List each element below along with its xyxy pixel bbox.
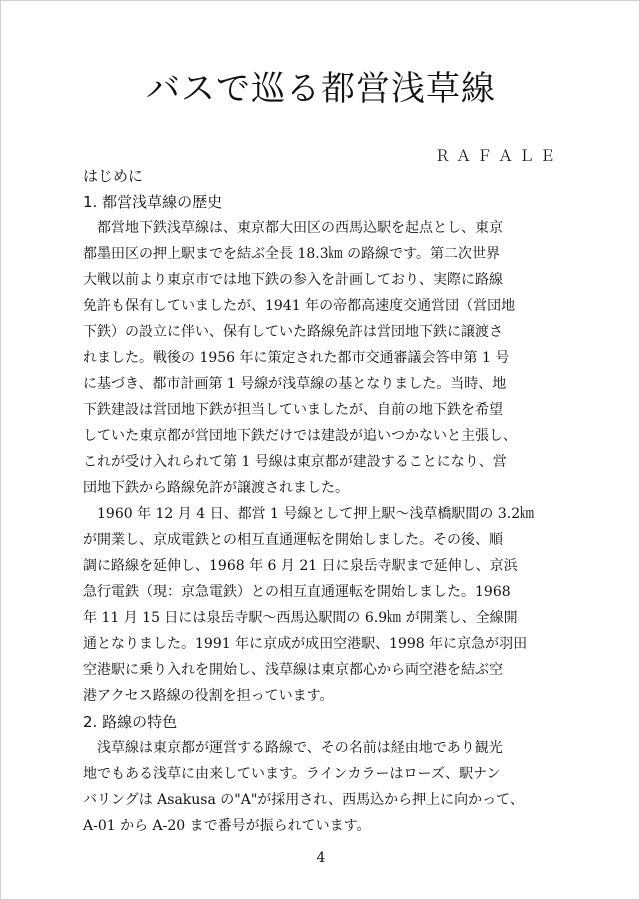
paragraph-line: 免許も保有していましたが、1941 年の帝都高速度交通営団（営団地: [83, 298, 516, 314]
paragraph-line: 下鉄建設は営団地下鉄が担当していましたが、自前の地下鉄を希望: [83, 402, 503, 418]
paragraph-line: 都墨田区の押上駅までを結ぶ全長 18.3㎞ の路線です。第二次世界: [83, 246, 500, 262]
paragraph-line: 調に路線を延伸し、1968 年 6 月 21 日に泉岳寺駅まで延伸し、京浜: [83, 558, 518, 574]
paragraph-line: これが受け入れられて第 1 号線は東京都が建設することになり、営: [83, 454, 507, 470]
paragraph-line: が開業し、京成電鉄との相互直通運転を開始しました。その後、順: [83, 532, 503, 548]
page-number: 4: [316, 850, 326, 866]
paragraph-line: バリングは Asakusa の"A"が採用され、西馬込から押上に向かって、: [83, 792, 524, 808]
author-name: ＲＡＦＡＬＥ: [434, 149, 561, 165]
paragraph-line: 浅草線は東京都が運営する路線で、その名前は経由地であり観光: [83, 740, 503, 756]
paragraph-line: 都営地下鉄浅草線は、東京都大田区の西馬込駅を起点とし、東京: [83, 220, 503, 236]
section-heading-route-features: 2. 路線の特色: [83, 713, 178, 731]
paragraph-line: に基づき、都市計画第 1 号線が浅草線の基となりました。当時、地: [83, 376, 507, 392]
paragraph-line: 急行電鉄（現：京急電鉄）との相互直通運転を開始しました。1968: [83, 584, 511, 600]
paragraph-line: 年 11 月 15 日には泉岳寺駅～西馬込駅間の 6.9㎞ が開業し、全線開: [83, 610, 518, 626]
paragraph-line: 地でもある浅草に由来しています。ラインカラーはローズ、駅ナン: [83, 766, 501, 782]
paragraph-line: れました。戦後の 1956 年に策定された都市交通審議会答申第 1 号: [83, 350, 510, 366]
paragraph-line: 大戦以前より東京市では地下鉄の参入を計画しており、実際に路線: [83, 272, 503, 288]
paragraph-line: 港アクセス路線の役割を担っています。: [83, 688, 334, 704]
paragraph-line: 通となりました。1991 年に京成が成田空港駅、1998 年に京急が羽田: [83, 636, 528, 652]
paragraph-line: 下鉄）の設立に伴い、保有していた路線免許は営団地下鉄に譲渡さ: [83, 324, 503, 340]
paragraph-line: していた東京都が営団地下鉄だけでは建設が追いつかないと主張し、: [83, 428, 517, 444]
paragraph-line: 団地下鉄から路線免許が譲渡されました。: [83, 480, 349, 496]
paragraph-line: A-01 から A-20 まで番号が振られています。: [83, 818, 371, 834]
section-heading-history: 1. 都営浅草線の歴史: [83, 193, 223, 211]
section-heading-introduction: はじめに: [83, 167, 144, 185]
paragraph-line: 1960 年 12 月 4 日、都営 1 号線として押上駅～浅草橋駅間の 3.2㎞: [83, 506, 535, 522]
paragraph-line: 空港駅に乗り入れを開始し、浅草線は東京都心から両空港を結ぶ空: [83, 662, 503, 678]
document-body: [83, 163, 565, 839]
page-title: バスで巡る都営浅草線: [146, 69, 496, 109]
